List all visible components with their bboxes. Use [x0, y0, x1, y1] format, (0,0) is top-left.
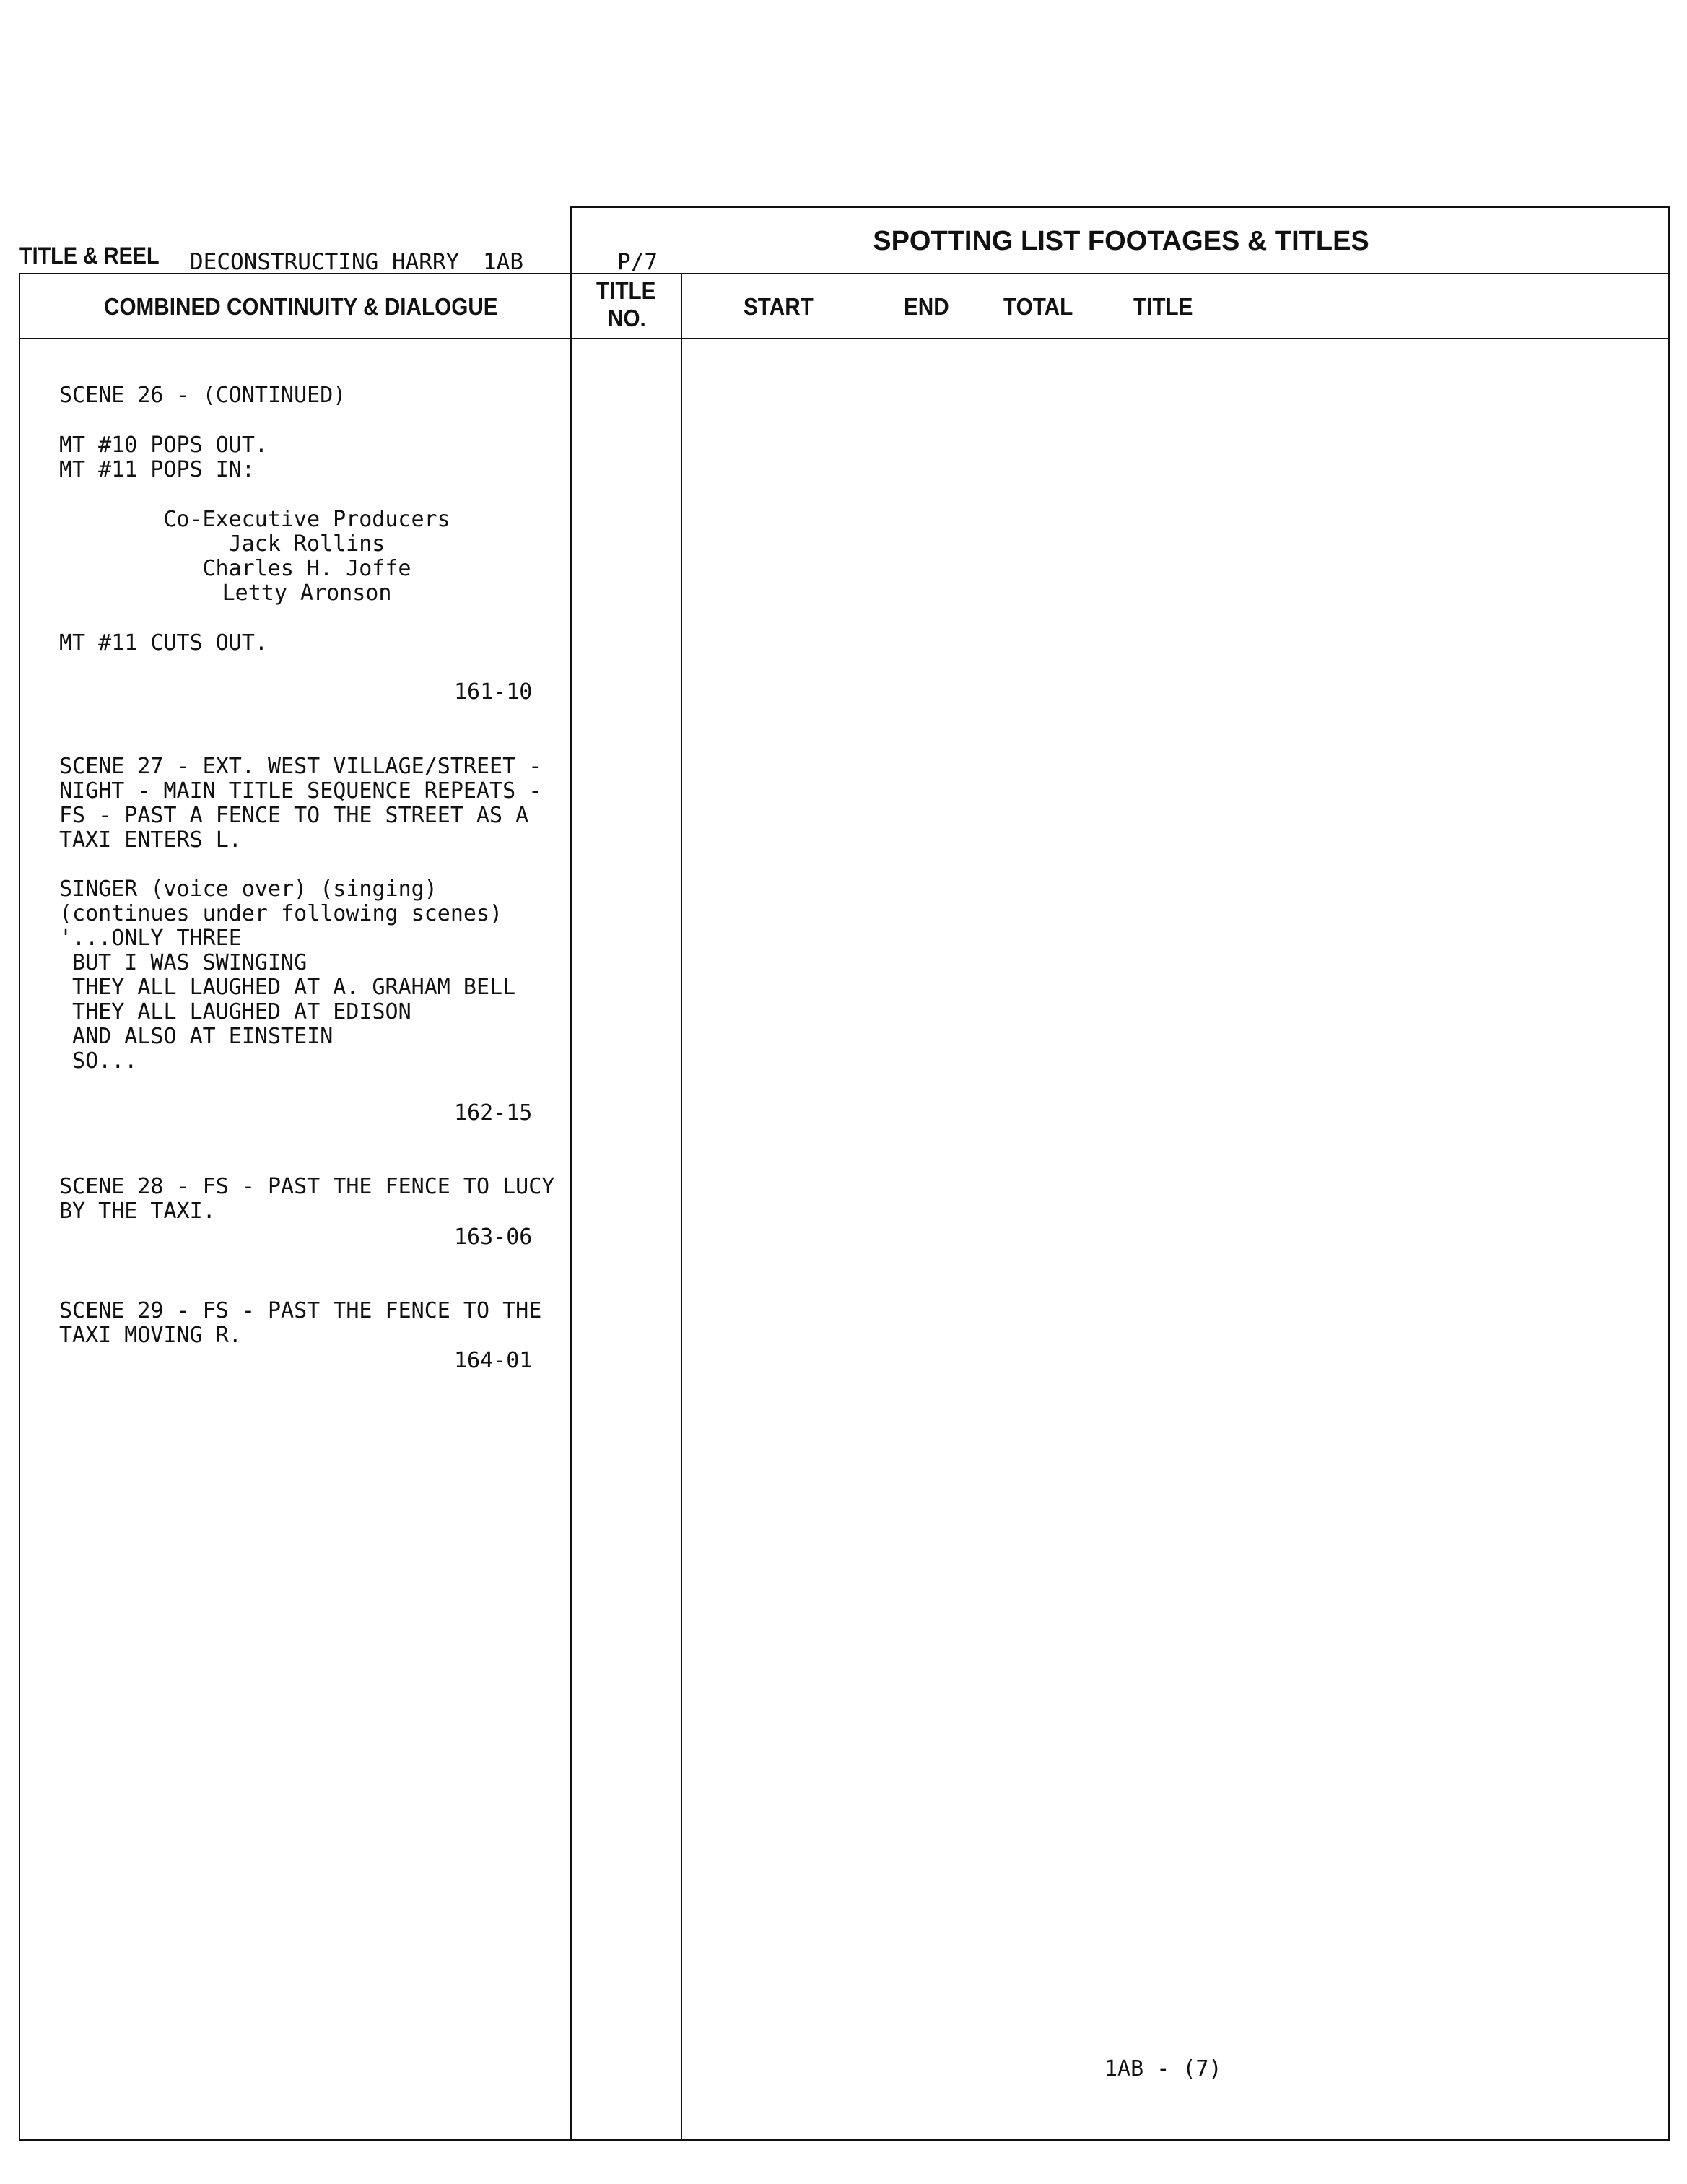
credit-line: Co-Executive Producers: [163, 507, 450, 532]
credit-line: Jack Rollins: [228, 531, 385, 557]
singer-line: BUT I WAS SWINGING: [59, 950, 308, 975]
title-reel-label: TITLE & REEL: [19, 243, 160, 269]
page-code: P/7: [617, 249, 658, 275]
scene-26-cut: MT #11 CUTS OUT.: [59, 630, 268, 656]
scene-26-mt-line: MT #10 POPS OUT.: [59, 432, 268, 458]
singer-line: SO...: [59, 1048, 138, 1074]
credit-line: Letty Aronson: [222, 580, 392, 606]
scene-29-desc: TAXI MOVING R.: [59, 1323, 242, 1348]
spotting-heading: SPOTTING LIST FOOTAGES & TITLES: [873, 226, 1369, 256]
footage-162-15: 162-15: [454, 1100, 533, 1126]
singer-line: AND ALSO AT EINSTEIN: [59, 1024, 334, 1049]
scene-26-mt-line: MT #11 POPS IN:: [59, 457, 255, 482]
scene-27-desc: NIGHT - MAIN TITLE SEQUENCE REPEATS -: [59, 778, 542, 804]
col-end: END: [904, 293, 949, 320]
footage-164-01: 164-01: [454, 1348, 533, 1373]
singer-line: THEY ALL LAUGHED AT EDISON: [59, 999, 411, 1024]
col-start: START: [744, 293, 814, 320]
singer-line: SINGER (voice over) (singing): [59, 876, 437, 902]
column-header-divider: [19, 338, 1670, 339]
singer-line: '...ONLY THREE: [59, 926, 242, 951]
col-continuity: COMBINED CONTINUITY & DIALOGUE: [104, 293, 498, 320]
col-title-no-2: NO.: [608, 305, 646, 331]
page-number: 1AB - (7): [1104, 2056, 1222, 2081]
singer-line: (continues under following scenes): [59, 901, 503, 926]
scene-28-desc: BY THE TAXI.: [59, 1198, 216, 1224]
scene-27-desc: FS - PAST A FENCE TO THE STREET AS A: [59, 803, 529, 828]
credit-line: Charles H. Joffe: [202, 556, 411, 581]
singer-line: THEY ALL LAUGHED AT A. GRAHAM BELL: [59, 975, 516, 1000]
scene-28-desc: SCENE 28 - FS - PAST THE FENCE TO LUCY: [59, 1174, 555, 1199]
reel-code: 1AB: [483, 249, 523, 275]
film-title: DECONSTRUCTING HARRY: [190, 249, 460, 275]
scene-27-desc: SCENE 27 - EXT. WEST VILLAGE/STREET -: [59, 754, 542, 779]
col-total: TOTAL: [1003, 293, 1073, 320]
scene-26-heading: SCENE 26 - (CONTINUED): [59, 383, 346, 408]
scene-27-desc: TAXI ENTERS L.: [59, 827, 242, 853]
col-title: TITLE: [1133, 293, 1193, 320]
title-no-divider: [681, 273, 682, 2141]
footage-163-06: 163-06: [454, 1224, 533, 1250]
col-title-no-1: TITLE: [596, 277, 656, 304]
scene-29-desc: SCENE 29 - FS - PAST THE FENCE TO THE: [59, 1298, 542, 1323]
footage-161-10: 161-10: [454, 679, 533, 705]
